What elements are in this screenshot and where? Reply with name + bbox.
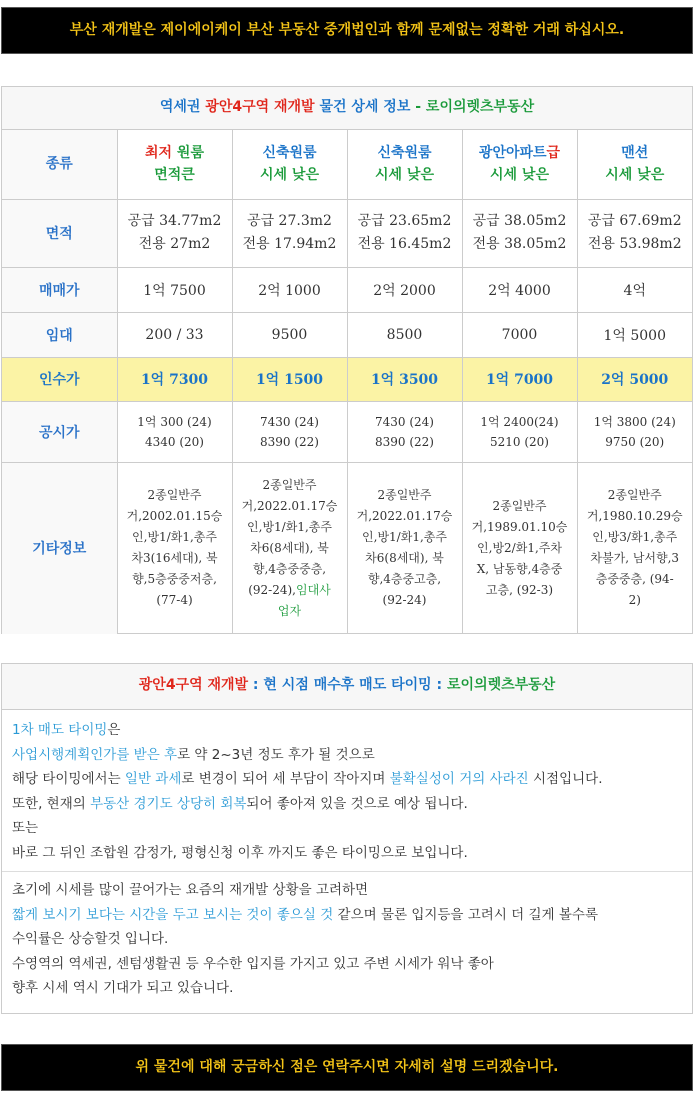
row-label-type: 종류 xyxy=(2,130,117,199)
outlook-text: 초기에 시세를 많이 끌어가는 요즘의 재개발 상황을 고려하면 xyxy=(12,882,369,898)
row-label-official: 공시가 xyxy=(2,401,117,462)
type-text: 신축원룸 xyxy=(262,145,317,162)
outlook-text: 향후 시세 역시 기대가 되고 있습니다. xyxy=(12,980,234,996)
etc-line: 차불가, 남서향,3 xyxy=(590,551,680,566)
official-value: 1억 3800 (24) xyxy=(593,414,676,429)
type-text: 신축원룸 xyxy=(377,145,432,162)
timing-text: 또는 xyxy=(12,820,39,836)
supply-area: 공급 23.65m2 xyxy=(357,213,452,229)
sale-cell: 2억 1000 xyxy=(232,267,347,312)
supply-area: 공급 27.3m2 xyxy=(247,213,332,229)
etc-line: 인,방1/화1,총주 xyxy=(362,530,447,545)
outlook-highlight: 짧게 보시기 보다는 시간을 두고 보시는 것이 좋으실 것 xyxy=(12,906,334,923)
type-sub: 시세 낮은 xyxy=(260,167,319,184)
type-cell xyxy=(462,130,577,199)
etc-line: 차6(8세대), 북 xyxy=(250,540,329,555)
timing-text: 해당 타이밍에서는 xyxy=(12,771,125,787)
etc-line: 차3(16세대), 북 xyxy=(131,551,218,566)
etc-line: 2) xyxy=(628,593,641,608)
outlook-text: 수익률은 상승할것 입니다. xyxy=(12,931,169,947)
timing-text: 바로 그 뒤인 조합원 감정가, 평형신청 이후 까지도 좋은 타이밍으로 보입니다. xyxy=(12,844,468,861)
sale-cell: 1억 7500 xyxy=(117,267,232,312)
official-value: 7430 (24) xyxy=(260,414,319,429)
top-banner: 부산 재개발은 제이에이케이 부산 부동산 중개법인과 함께 문제없는 정확한 거래 하십시오. xyxy=(1,7,693,54)
lease-cell: 1억 5000 xyxy=(577,312,692,357)
row-label-area: 면적 xyxy=(2,199,117,267)
type-sub: 면적큰 xyxy=(154,167,195,184)
type-text: 광안아파트 xyxy=(478,145,547,162)
etc-cell xyxy=(117,462,232,634)
takeover-row xyxy=(2,357,692,401)
lease-cell: 200 / 33 xyxy=(117,312,232,357)
etc-line: 고층, (92-3) xyxy=(485,582,554,597)
official-cell xyxy=(232,401,347,462)
type-row xyxy=(2,130,692,199)
etc-line: (77-4) xyxy=(156,593,193,608)
etc-line: 인,방3/화1,총주 xyxy=(592,530,678,545)
timing-title-project: 광안4구역 재개발 xyxy=(138,677,249,693)
official-cell xyxy=(577,401,692,462)
etc-line: 거,2022.01.17승 xyxy=(241,498,338,513)
official-value: 9750 (20) xyxy=(605,434,665,449)
timing-text: 은 xyxy=(107,722,121,738)
property-table xyxy=(2,130,692,634)
timing-text: 로 변경이 되어 세 부담이 작아지며 xyxy=(181,771,390,787)
etc-row xyxy=(2,462,692,634)
title-agency: - 로이의렛츠부동산 xyxy=(410,99,535,115)
etc-line: 2종일반주 xyxy=(607,488,662,503)
official-value: 4340 (20) xyxy=(145,434,204,449)
sale-cell: 2억 4000 xyxy=(462,267,577,312)
row-label-lease: 임대 xyxy=(2,312,117,357)
etc-line: 차6(8세대), 북 xyxy=(365,551,444,566)
supply-area: 공급 38.05m2 xyxy=(472,213,567,229)
exclusive-area: 전용 16.45m2 xyxy=(357,236,452,252)
official-value: 1억 300 (24) xyxy=(137,414,212,429)
takeover-cell: 1억 7300 xyxy=(117,357,232,401)
official-value: 8390 (22) xyxy=(375,434,434,449)
outlook-text: 수영역의 역세권, 센텀생활권 등 우수한 입지를 가지고 있고 주변 시세가 워낙 좋아 xyxy=(12,955,494,972)
exclusive-area: 전용 27m2 xyxy=(138,236,211,252)
timing-highlight: 부동산 경기도 상당히 회복 xyxy=(90,795,247,812)
etc-line: (92-24), xyxy=(248,582,296,597)
etc-cell xyxy=(347,462,462,634)
table-title xyxy=(2,87,692,130)
etc-line: 2종일반주 xyxy=(262,477,317,492)
timing-title xyxy=(2,664,692,710)
timing-title-text: : 현 시점 매수후 매도 타이밍 : xyxy=(248,677,448,693)
official-cell xyxy=(462,401,577,462)
row-label-etc: 기타정보 xyxy=(2,462,117,634)
supply-area: 공급 67.69m2 xyxy=(587,213,682,229)
outlook-text: 같으며 물론 입지등을 고려시 더 길게 볼수록 xyxy=(333,906,599,923)
etc-line: 거,1980.10.29승 xyxy=(586,509,683,524)
type-cell xyxy=(347,130,462,199)
official-cell xyxy=(347,401,462,462)
etc-line: 거,1989.01.10승 xyxy=(471,519,568,534)
etc-line: 인,방2/화1,주차 xyxy=(477,540,562,555)
timing-box xyxy=(1,663,693,1014)
etc-line: 향,5층중중저층, xyxy=(132,572,217,587)
timing-text: 시점입니다. xyxy=(528,771,603,787)
etc-line: 인,방1/화1,총주 xyxy=(247,519,332,534)
type-cell xyxy=(577,130,692,199)
etc-highlight: 업자 xyxy=(277,603,302,618)
lease-cell: 7000 xyxy=(462,312,577,357)
area-row xyxy=(2,199,692,267)
timing-text: 또한, 현재의 xyxy=(12,795,91,812)
timing-highlight: 일반 과세 xyxy=(124,771,182,787)
official-value: 8390 (22) xyxy=(260,434,319,449)
etc-line: 2종일반주 xyxy=(147,488,202,503)
type-sub: 시세 낮은 xyxy=(375,167,434,184)
type-highlight: 최저 xyxy=(145,145,173,162)
bottom-banner: 위 물건에 대해 궁금하신 점은 연락주시면 자세히 설명 드리겠습니다. xyxy=(1,1044,693,1091)
etc-line: 향,4층중고층, xyxy=(367,572,442,587)
timing-section xyxy=(2,710,692,871)
title-part: 물건 상세 정보 xyxy=(314,99,411,115)
etc-line: 2종일반주 xyxy=(377,488,432,503)
type-sub: 시세 낮은 xyxy=(490,167,549,184)
sale-cell: 4억 xyxy=(577,267,692,312)
timing-title-agency: 로이의렛츠부동산 xyxy=(447,677,556,693)
area-cell xyxy=(232,199,347,267)
title-highlight: 광안4구역 재개발 xyxy=(205,99,315,115)
type-text: 원룸 xyxy=(172,145,204,162)
timing-highlight: 불확실성이 거의 사라진 xyxy=(389,771,529,787)
lease-cell: 8500 xyxy=(347,312,462,357)
sale-row xyxy=(2,267,692,312)
lease-row xyxy=(2,312,692,357)
type-highlight: 급 xyxy=(546,145,561,162)
title-part: 역세권 xyxy=(159,99,206,115)
area-cell xyxy=(117,199,232,267)
exclusive-area: 전용 38.05m2 xyxy=(472,236,567,252)
lease-cell: 9500 xyxy=(232,312,347,357)
area-cell xyxy=(347,199,462,267)
type-cell xyxy=(232,130,347,199)
official-price-row xyxy=(2,401,692,462)
outlook-section xyxy=(2,871,692,1007)
exclusive-area: 전용 53.98m2 xyxy=(587,236,682,252)
official-cell xyxy=(117,401,232,462)
etc-cell xyxy=(462,462,577,634)
takeover-cell: 1억 1500 xyxy=(232,357,347,401)
row-label-takeover: 인수가 xyxy=(2,357,117,401)
timing-text: 로 약 2~3년 정도 후가 될 것으로 xyxy=(177,746,375,763)
takeover-cell: 1억 3500 xyxy=(347,357,462,401)
timing-highlight: 사업시행계획인가를 받은 후 xyxy=(12,746,178,763)
type-cell xyxy=(117,130,232,199)
exclusive-area: 전용 17.94m2 xyxy=(242,236,337,252)
timing-text: 되어 좋아져 있을 것으로 예상 됩니다. xyxy=(246,795,468,812)
sale-cell: 2억 2000 xyxy=(347,267,462,312)
official-value: 7430 (24) xyxy=(375,414,434,429)
timing-highlight: 1차 매도 타이밍 xyxy=(12,722,108,738)
etc-line: (92-24) xyxy=(382,593,427,608)
etc-line: 거,2022.01.17승 xyxy=(356,509,453,524)
property-detail-box xyxy=(1,86,693,634)
type-sub: 시세 낮은 xyxy=(605,167,665,184)
takeover-cell: 1억 7000 xyxy=(462,357,577,401)
etc-line: 향,4층중중층, xyxy=(252,561,327,576)
etc-line: 인,방1/화1,총주 xyxy=(132,530,217,545)
etc-line: 층중중층, (94- xyxy=(595,572,674,587)
etc-line: 2종일반주 xyxy=(492,498,547,513)
etc-cell xyxy=(232,462,347,634)
etc-highlight: 임대사 xyxy=(296,582,331,597)
etc-line: X, 남동향,4층중 xyxy=(476,561,563,576)
official-value: 1억 2400(24) xyxy=(480,414,559,429)
etc-line: 거,2002.01.15승 xyxy=(126,509,223,524)
takeover-cell: 2억 5000 xyxy=(577,357,692,401)
supply-area: 공급 34.77m2 xyxy=(127,213,222,229)
type-text: 맨션 xyxy=(621,145,649,162)
etc-cell xyxy=(577,462,692,634)
area-cell xyxy=(577,199,692,267)
official-value: 5210 (20) xyxy=(490,434,549,449)
row-label-sale: 매매가 xyxy=(2,267,117,312)
area-cell xyxy=(462,199,577,267)
